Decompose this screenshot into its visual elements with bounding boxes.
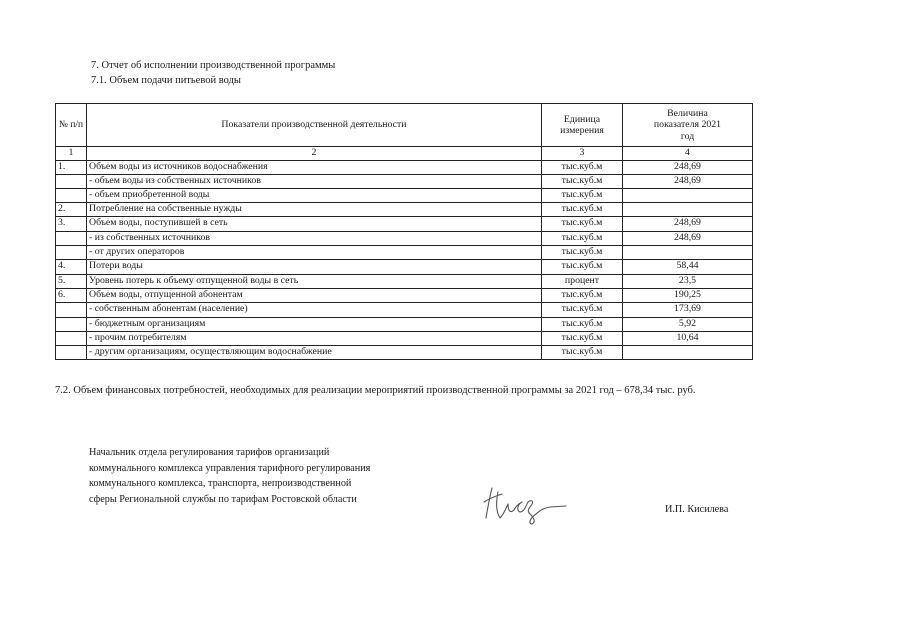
row-indicator: Уровень потерь к объему отпущенной воды в сеть — [87, 275, 542, 289]
signatory-position: Начальник отдела регулирования тарифов организаций коммунального комплекса управления тарифного регулирования коммунального комплекса, транспорта, непроизводственной сферы Региональной службы по тарифам Ростовской области — [89, 447, 371, 505]
row-num — [56, 246, 87, 260]
row-value: 5,92 — [623, 318, 753, 332]
header-unit: Единица измерения — [542, 104, 623, 147]
table-row — [56, 161, 753, 175]
column-number: 2 — [87, 147, 542, 161]
row-unit: тыс.куб.м — [542, 217, 623, 232]
row-indicator: - объем воды из собственных источников — [87, 175, 542, 189]
table-row — [56, 260, 753, 275]
row-num: 2. — [56, 203, 87, 217]
row-num — [56, 232, 87, 246]
table-row — [56, 318, 753, 332]
table-row — [56, 175, 753, 189]
row-value: 190,25 — [623, 289, 753, 303]
table-body — [56, 161, 753, 360]
finance-paragraph: 7.2. Объем финансовых потребностей, необходимых для реализации мероприятий производственной программы за 2021 год – 678,34 тыс. руб. — [55, 385, 696, 396]
row-unit: тыс.куб.м — [542, 246, 623, 260]
table-row — [56, 346, 753, 360]
table-row — [56, 332, 753, 346]
row-indicator: Объем воды из источников водоснабжения — [87, 161, 542, 175]
row-value: 248,69 — [623, 232, 753, 246]
row-indicator: - прочим потребителям — [87, 332, 542, 346]
row-num: 1. — [56, 161, 87, 175]
column-number: 3 — [542, 147, 623, 161]
header-indicator: Показатели производственной деятельности — [87, 104, 542, 147]
row-unit: процент — [542, 275, 623, 289]
row-value: 10,64 — [623, 332, 753, 346]
row-value — [623, 246, 753, 260]
table-row — [56, 203, 753, 217]
table-row — [56, 289, 753, 303]
row-value: 173,69 — [623, 303, 753, 318]
row-num: 3. — [56, 217, 87, 232]
row-unit: тыс.куб.м — [542, 346, 623, 360]
signatory-name: И.П. Кисилева — [665, 504, 729, 515]
row-value — [623, 189, 753, 203]
row-value — [623, 203, 753, 217]
row-indicator: - собственным абонентам (население) — [87, 303, 542, 318]
table-row — [56, 303, 753, 318]
row-value — [623, 346, 753, 360]
row-indicator: - другим организациям, осуществляющим водоснабжение — [87, 346, 542, 360]
section-title: 7. Отчет об исполнении производственной программы — [91, 60, 336, 71]
row-value: 248,69 — [623, 161, 753, 175]
row-value: 248,69 — [623, 217, 753, 232]
column-number-row — [56, 147, 753, 161]
row-unit: тыс.куб.м — [542, 289, 623, 303]
column-number: 4 — [623, 147, 753, 161]
table-row — [56, 189, 753, 203]
row-indicator: Потребление на собственные нужды — [87, 203, 542, 217]
table-header-row — [56, 104, 753, 147]
row-num: 4. — [56, 260, 87, 275]
table-row — [56, 275, 753, 289]
row-value: 248,69 — [623, 175, 753, 189]
row-unit: тыс.куб.м — [542, 203, 623, 217]
subsection-title: 7.1. Объем подачи питьевой воды — [91, 75, 241, 86]
row-unit: тыс.куб.м — [542, 189, 623, 203]
row-indicator: Объем воды, поступившей в сеть — [87, 217, 542, 232]
row-num — [56, 332, 87, 346]
row-indicator: - из собственных источников — [87, 232, 542, 246]
table-row — [56, 232, 753, 246]
table-row — [56, 217, 753, 232]
row-num — [56, 175, 87, 189]
row-unit: тыс.куб.м — [542, 318, 623, 332]
row-value: 58,44 — [623, 260, 753, 275]
row-unit: тыс.куб.м — [542, 260, 623, 275]
header-value: Величина показателя 2021 год — [623, 104, 753, 147]
row-indicator: Потери воды — [87, 260, 542, 275]
row-num — [56, 318, 87, 332]
row-num — [56, 303, 87, 318]
report-table — [55, 103, 753, 360]
row-unit: тыс.куб.м — [542, 232, 623, 246]
row-indicator: - от других операторов — [87, 246, 542, 260]
row-num — [56, 189, 87, 203]
handwritten-signature — [478, 478, 573, 526]
row-unit: тыс.куб.м — [542, 332, 623, 346]
row-unit: тыс.куб.м — [542, 175, 623, 189]
row-unit: тыс.куб.м — [542, 161, 623, 175]
header-num: № п/п — [56, 104, 87, 147]
row-num — [56, 346, 87, 360]
table-row — [56, 246, 753, 260]
row-indicator: - бюджетным организациям — [87, 318, 542, 332]
row-value: 23,5 — [623, 275, 753, 289]
row-num: 5. — [56, 275, 87, 289]
row-indicator: - объем приобретенной воды — [87, 189, 542, 203]
row-unit: тыс.куб.м — [542, 303, 623, 318]
row-num: 6. — [56, 289, 87, 303]
column-number: 1 — [56, 147, 87, 161]
row-indicator: Объем воды, отпущенной абонентам — [87, 289, 542, 303]
